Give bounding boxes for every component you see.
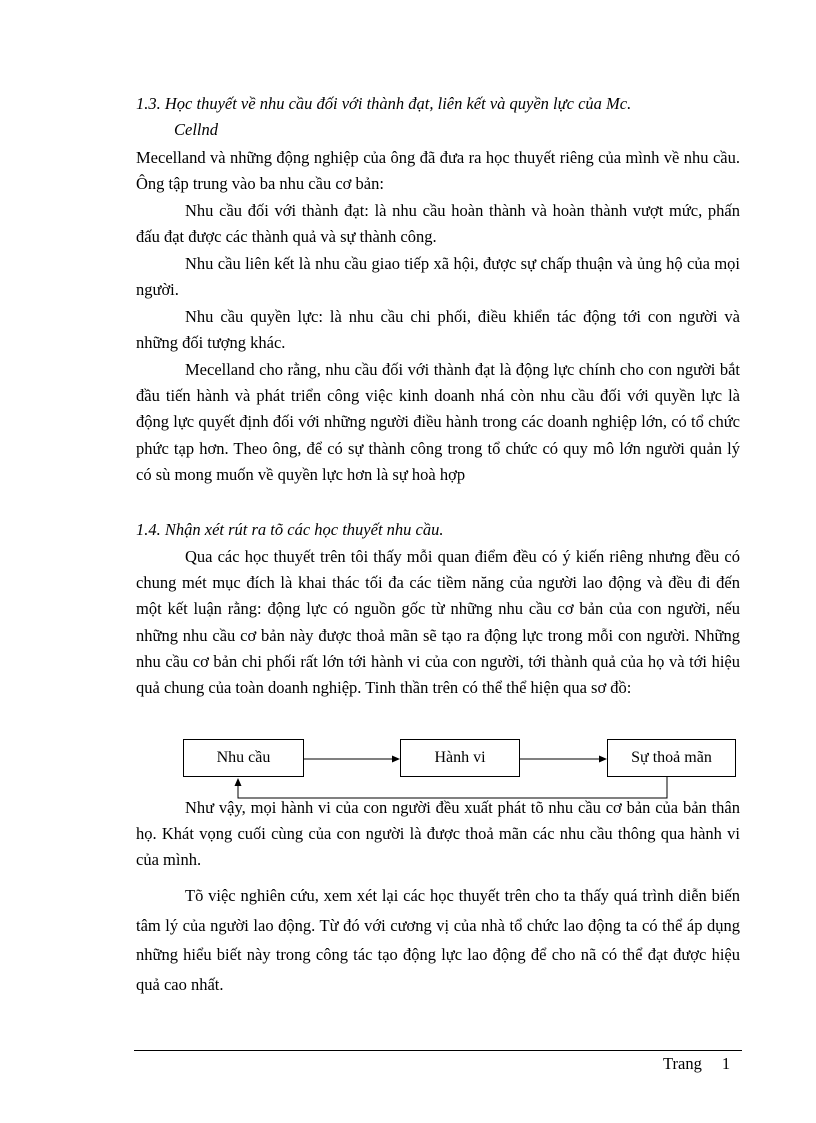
section-title-line1: Học thuyết về nhu cầu đối với thành đạt, liên kết và quyền lực của Mc. — [164, 94, 632, 113]
footer-rule — [134, 1050, 742, 1051]
section-heading-1-3 — [136, 91, 748, 143]
page-number: 1 — [721, 1054, 731, 1073]
box-behavior: Hành vi — [400, 739, 520, 777]
paragraph-intro: Mecelland và những động nghiệp của ông đã đưa ra học thuyết riêng của mình về nhu cầu. Ông tập trung vào ba nhu cầu cơ bản: — [136, 148, 740, 194]
arrowhead — [235, 778, 242, 786]
paragraph-application: Tõ việc nghiên cứu, xem xét lại các học thuyết trên cho ta thấy quá trình diễn biến tâm lý của người lao động. Từ đó với cương vị của nhà tổ chức lao động ta có thể áp dụng những hiểu biết này trong công tác tạo động lực lao động để cho nã có thể đạt được hiệu quả cao nhất. — [136, 886, 740, 994]
arrowhead — [599, 756, 607, 763]
section-title: Nhận xét rút ra tõ các học thuyết nhu cầu. — [164, 520, 444, 539]
section-number: 1.4. — [136, 520, 161, 539]
page-footer — [663, 1054, 730, 1074]
arrowhead — [392, 756, 400, 763]
needs-behavior-diagram — [150, 733, 750, 803]
section-heading-1-4 — [136, 517, 748, 543]
paragraph-mecelland-view: Mecelland cho rằng, nhu cầu đối với thành đạt là động lực chính cho con người bắt đầu tiến hành và phát triển công việc kinh doanh nhá còn nhu cầu đối với quyền lực là động lực quyết định đối với những người điều hành trong các doanh nghiệp lớn, có tổ chức phức tạp hơn. Theo ông, để có sự thành công trong tổ chức có quy mô lớn người quản lý có sù mong muốn về quyền lực hơn là sự hoà hợp — [136, 360, 740, 484]
paragraph-affiliation-need: Nhu cầu liên kết là nhu cầu giao tiếp xã hội, được sự chấp thuận và ủng hộ của mọi người. — [136, 254, 740, 300]
box-satisfaction: Sự thoả mãn — [607, 739, 736, 777]
paragraph-summary: Qua các học thuyết trên tôi thấy mỗi quan điểm đều có ý kiến riêng nhưng đều có chung mét mục đích là khai thác tối đa các tiềm năng của người lao động và đều đi đến một kết luận rằng: động lực có nguồn gốc từ những nhu cầu cơ bản của con người, nếu những nhu cầu cơ bản này được thoả mãn sẽ tạo ra động lực trong mỗi con người. Những nhu cầu cơ bản chi phối rất lớn tới hành vi của con người, tới thành quả của họ và tới hiệu quả chung của toàn doanh nghiệp. Tinh thần trên có thể thể hiện qua sơ đồ: — [136, 547, 740, 698]
page-label: Trang — [663, 1054, 702, 1073]
section-title-line2: Cellnd — [174, 120, 218, 139]
paragraph-conclusion: Như vậy, mọi hành vi của con người đều xuất phát tõ nhu cầu cơ bản của bản thân họ. Khát vọng cuối cùng của con người là được thoả mãn các nhu cầu thông qua hành vi của mình. — [136, 798, 740, 870]
paragraph-achievement-need: Nhu cầu đối với thành đạt: là nhu cầu hoàn thành và hoàn thành vượt mức, phấn đấu đạt được các thành quả và sự thành công. — [136, 201, 740, 247]
section-number: 1.3. — [136, 94, 161, 113]
paragraph-power-need: Nhu cầu quyền lực: là nhu cầu chi phối, điều khiển tác động tới con người và những đối tượng khác. — [136, 307, 740, 353]
box-needs: Nhu cầu — [183, 739, 304, 777]
